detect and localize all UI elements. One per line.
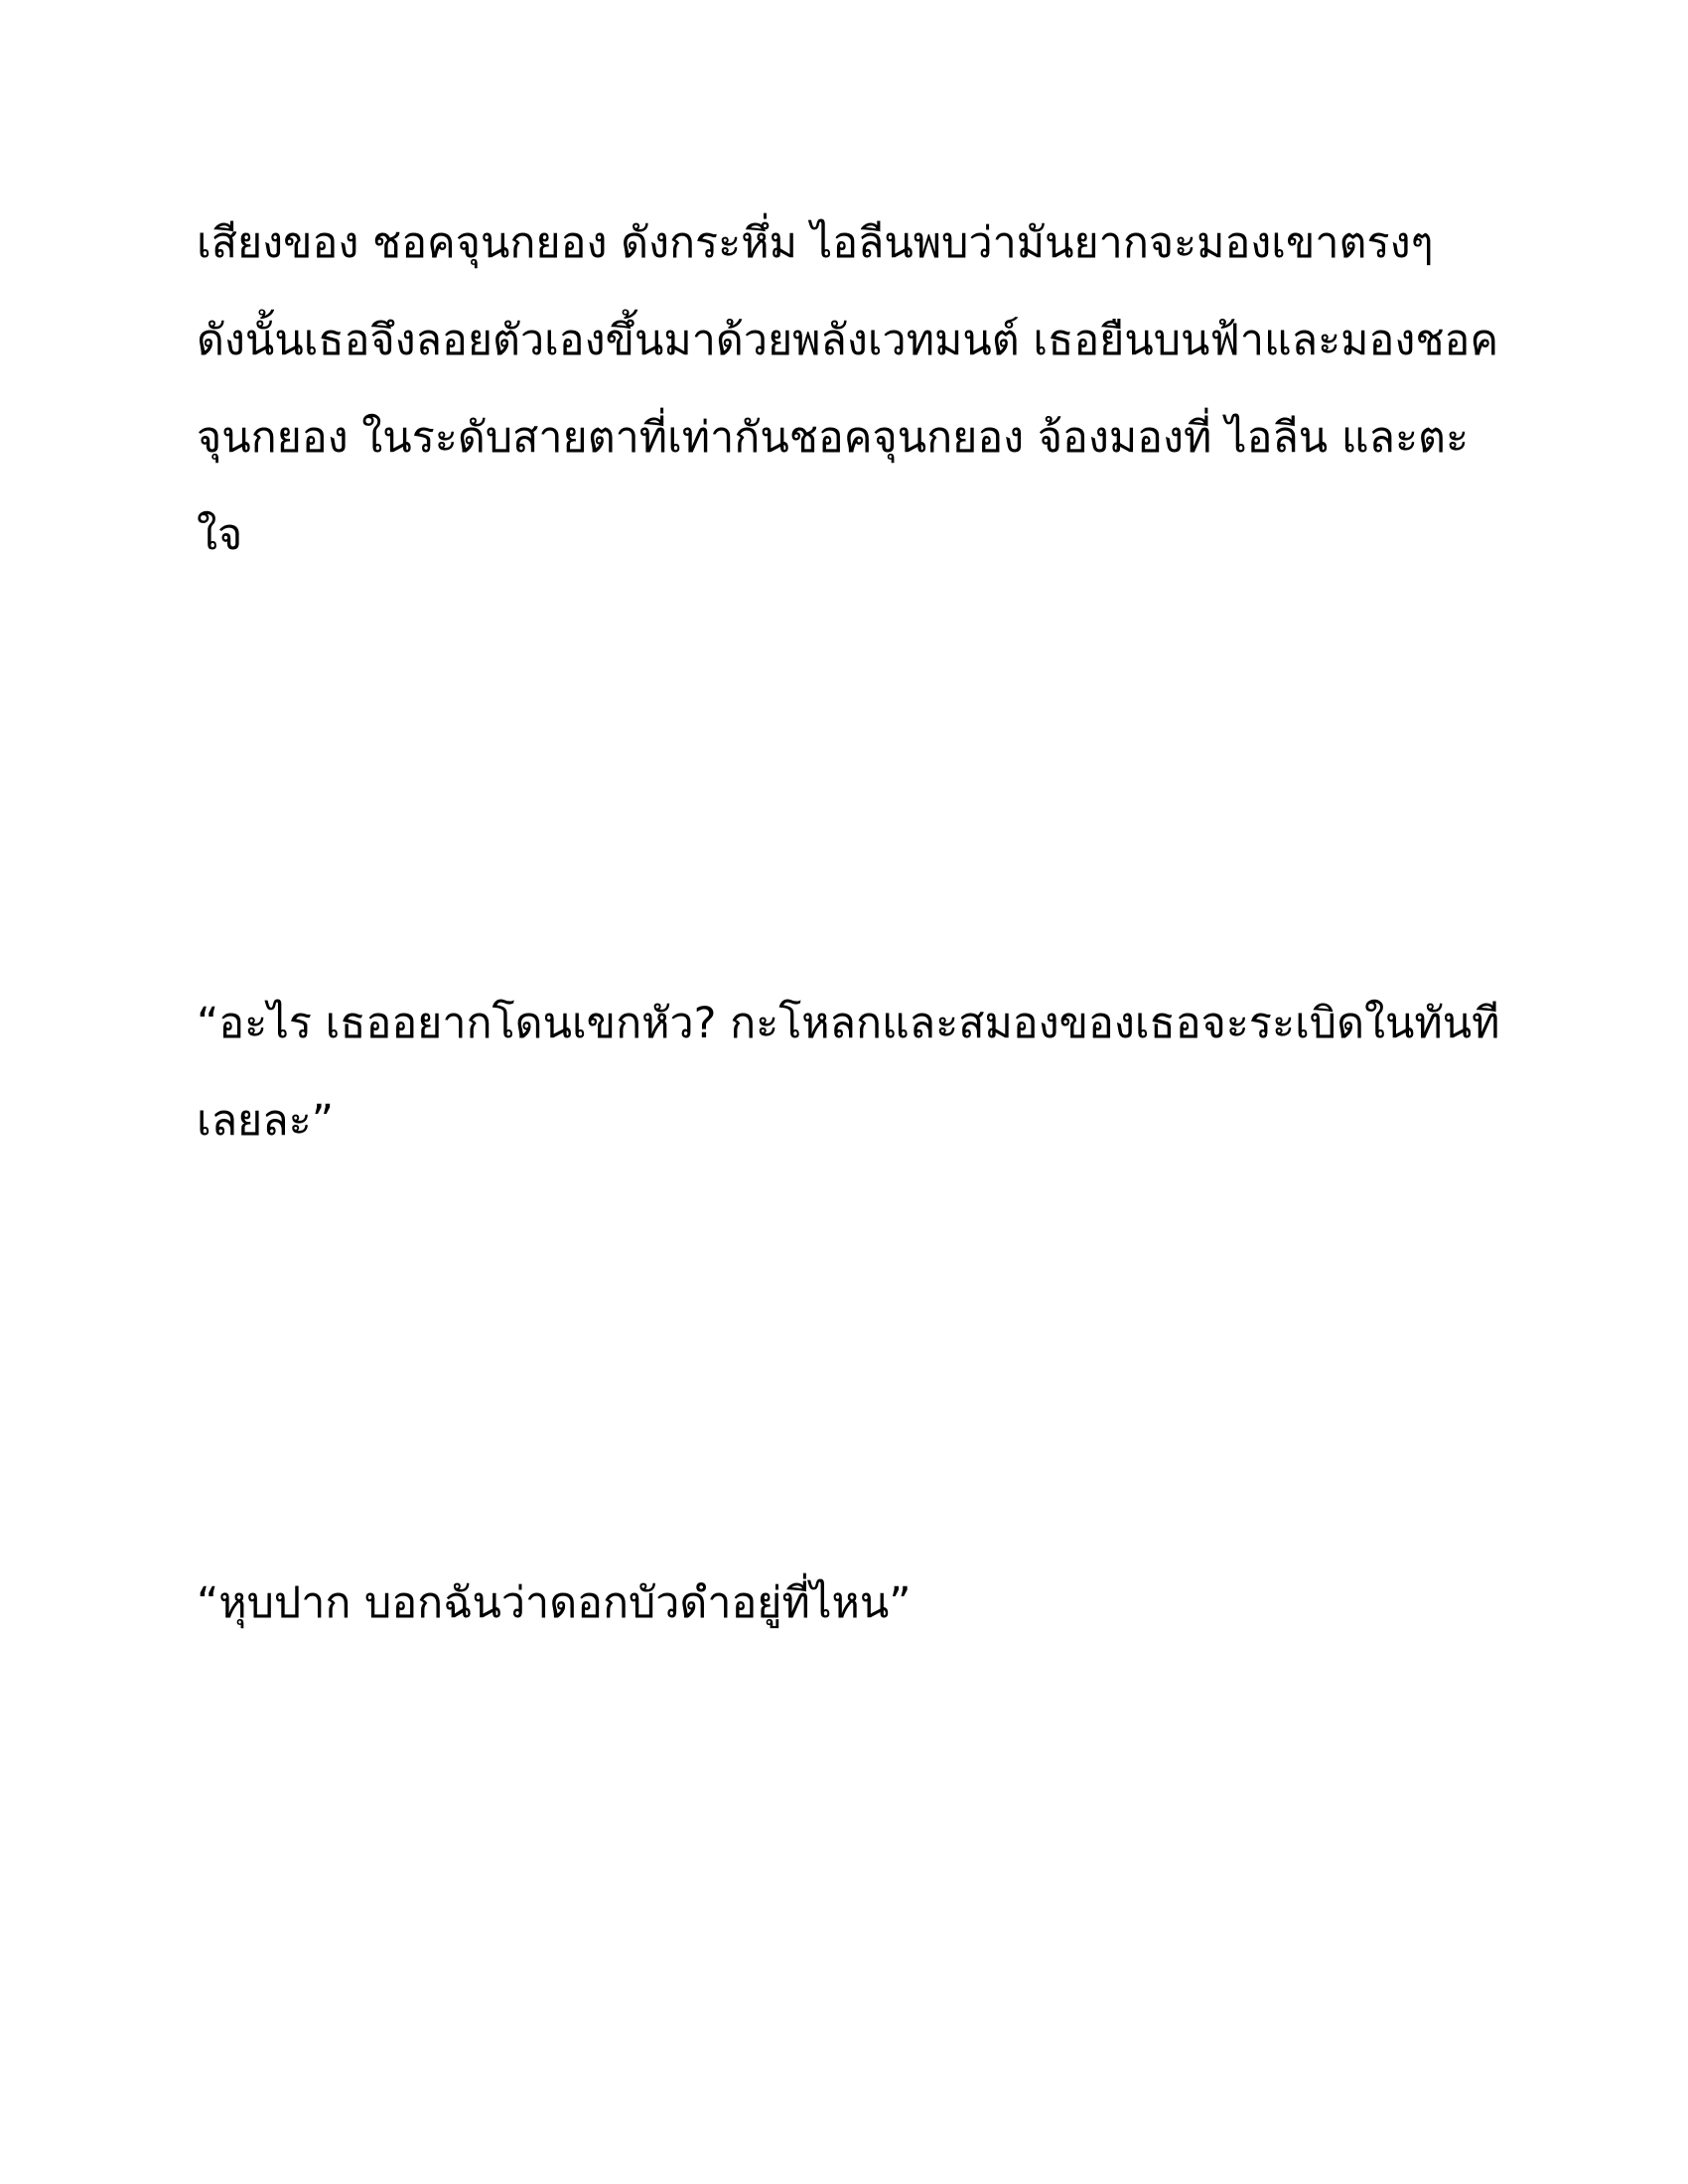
text-line: “หุบปาก บอกฉันว่าดอกบัวดำอยู่ที่ไหน” [197,1578,912,1628]
text-line: เสียงของ ชอคจุนกยอง ดังกระหึ่ม ไอลีนพบว่ามันยากจะมองเขาตรงๆ [197,218,1434,268]
text-line: ดังนั้นเธอจึงลอยตัวเองขึ้นมาด้วยพลังเวทมนต์ เธอยืนบนฟ้าและมองชอค [197,316,1499,365]
text-line: เลยละ” [197,1096,334,1146]
paragraph-dialogue [197,1555,1507,1652]
paragraph-narration [197,195,1507,584]
text-line: จุนกยอง ในระดับสายตาที่เท่ากันชอคจุนกยอง จ้องมองที่ ไอลีน และตะ [197,413,1470,463]
text-line: ใจ [197,510,243,560]
paragraph-dialogue [197,975,1507,1169]
text-line: “อะไร เธออยากโดนเขกหัว? กะโหลกและสมองของเธอจะระเบิดในทันที [197,999,1500,1048]
